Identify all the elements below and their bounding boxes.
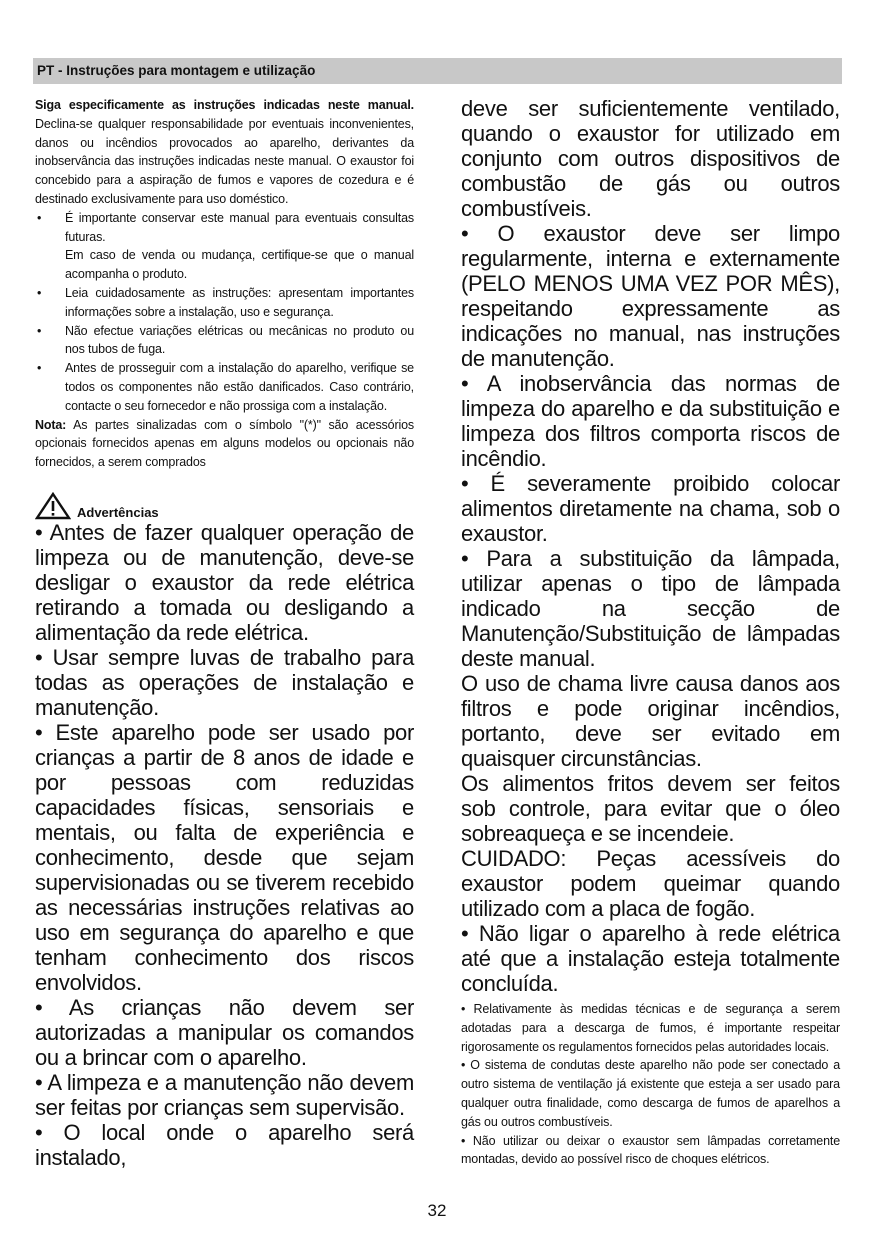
intro-paragraph [35, 96, 414, 209]
warning-paragraph: • Antes de fazer qualquer operação de limpeza ou de manutenção, deve-se desligar o exaustor da rede elétrica retirando a tomada ou desligando a alimentação da rede elétrica. [35, 519, 414, 645]
note-text: As partes sinalizadas com o símbolo "(*)" são acessórios opcionais fornecidos apenas em alguns modelos ou opcionais não fornecidos, a serem comprados [35, 417, 414, 470]
warning-paragraph: O uso de chama livre causa danos aos filtros e pode originar incêndios, portanto, deve ser evitado em quaisquer circunstâncias. [461, 671, 840, 771]
intro-bold-text: Siga especificamente as instruções indicadas neste manual. [35, 98, 414, 112]
warning-paragraph: • O exaustor deve ser limpo regularmente, interna e externamente (PELO MENOS UMA VEZ POR MÊS), respeitando expressamente as indicações no manual, nas instruções de manutenção. [461, 221, 840, 371]
warning-paragraph: • O local onde o aparelho será instalado, [35, 1119, 414, 1170]
intro-bullet-list [35, 209, 414, 416]
warning-paragraph: • A limpeza e a manutenção não devem ser feitas por crianças sem supervisão. [35, 1069, 414, 1120]
regulation-paragraph: • O sistema de condutas deste aparelho não pode ser conectado a outro sistema de ventilação já existente que esteja a ser usado para qualquer outra finalidade, como descarga de fumos de aparelhos a gás ou outros combustíveis. [461, 1058, 840, 1129]
warning-paragraph: Os alimentos fritos devem ser feitos sob controle, para evitar que o óleo sobreaqueça e se incendeie. [461, 771, 840, 846]
list-item-continued: Em caso de venda ou mudança, certifique-se que o manual acompanha o produto. [65, 248, 414, 282]
warning-paragraph: CUIDADO: Peças acessíveis do exaustor podem queimar quando utilizado com a placa de fogão. [461, 846, 840, 921]
warning-paragraph: • As crianças não devem ser autorizadas a manipular os comandos ou a brincar com o aparelho. [35, 994, 414, 1070]
warning-paragraph: • A inobservância das normas de limpeza do aparelho e da substituição e limpeza dos filtros comporta riscos de incêndio. [461, 371, 840, 471]
warning-paragraph: • Não ligar o aparelho à rede elétrica até que a instalação esteja totalmente concluída. [461, 921, 840, 996]
section-header: PT - Instruções para montagem e utilização [33, 58, 842, 84]
left-column [35, 96, 414, 1170]
list-item: • Antes de prosseguir com a instalação do aparelho, verifique se todos os componentes não estão danificados. Caso contrário, contacte o seu fornecedor e não prossiga com a instalação. [35, 359, 414, 415]
page-number: 32 [427, 1201, 447, 1220]
note-paragraph [35, 416, 414, 472]
list-item: • É importante conservar este manual para eventuais consultas futuras. [35, 209, 414, 247]
list-item: • Não efectue variações elétricas ou mecânicas no produto ou nos tubos de fuga. [35, 322, 414, 360]
warning-paragraph: • Para a substituição da lâmpada, utilizar apenas o tipo de lâmpada indicado na secção de Manutenção/Substituição de lâmpadas deste manual. [461, 546, 840, 671]
regulation-paragraph: • Não utilizar ou deixar o exaustor sem lâmpadas corretamente montadas, devido ao possível risco de choques elétricos. [461, 1133, 840, 1167]
warning-paragraph: • Usar sempre luvas de trabalho para todas as operações de instalação e manutenção. [35, 644, 414, 720]
regulation-paragraph: • Relativamente às medidas técnicas e de segurança a serem adotadas para a descarga de fumos, é importante respeitar rigorosamente os regulamentos fornecidos pelas autoridades locais. [461, 1002, 840, 1054]
warnings-heading [35, 492, 414, 520]
warning-paragraph: • Este aparelho pode ser usado por crianças a partir de 8 anos de idade e por pessoas com reduzidas capacidades físicas, sensoriais e mentais, ou falta de experiência e conhecimento, desde que sejam supervisionadas ou se tiverem recebido as necessárias instruções relativas ao uso em segurança do aparelho e que tenham conhecimento dos riscos envolvidos. [35, 719, 414, 995]
list-item: • Leia cuidadosamente as instruções: apresentam importantes informações sobre a instalação, uso e segurança. [35, 284, 414, 322]
warning-paragraph: • É severamente proibido colocar alimentos diretamente na chama, sob o exaustor. [461, 471, 840, 546]
warning-paragraph: deve ser suficientemente ventilado, quando o exaustor for utilizado em conjunto com outros dispositivos de combustão de gás ou outros combustíveis. [461, 96, 840, 221]
note-label: Nota: [35, 417, 67, 432]
warnings-label: Advertências [77, 504, 159, 520]
warning-triangle-icon [35, 492, 71, 520]
intro-text: Declina-se qualquer responsabilidade por eventuais inconvenientes, danos ou incêndios provocados ao aparelho, derivantes da inobservância das instruções indicadas neste manual. O exaustor foi concebido para a aspiração de fumos e vapores de cozedura e é destinado exclusivamente para uso doméstico. [35, 116, 414, 206]
right-column [461, 96, 840, 1169]
